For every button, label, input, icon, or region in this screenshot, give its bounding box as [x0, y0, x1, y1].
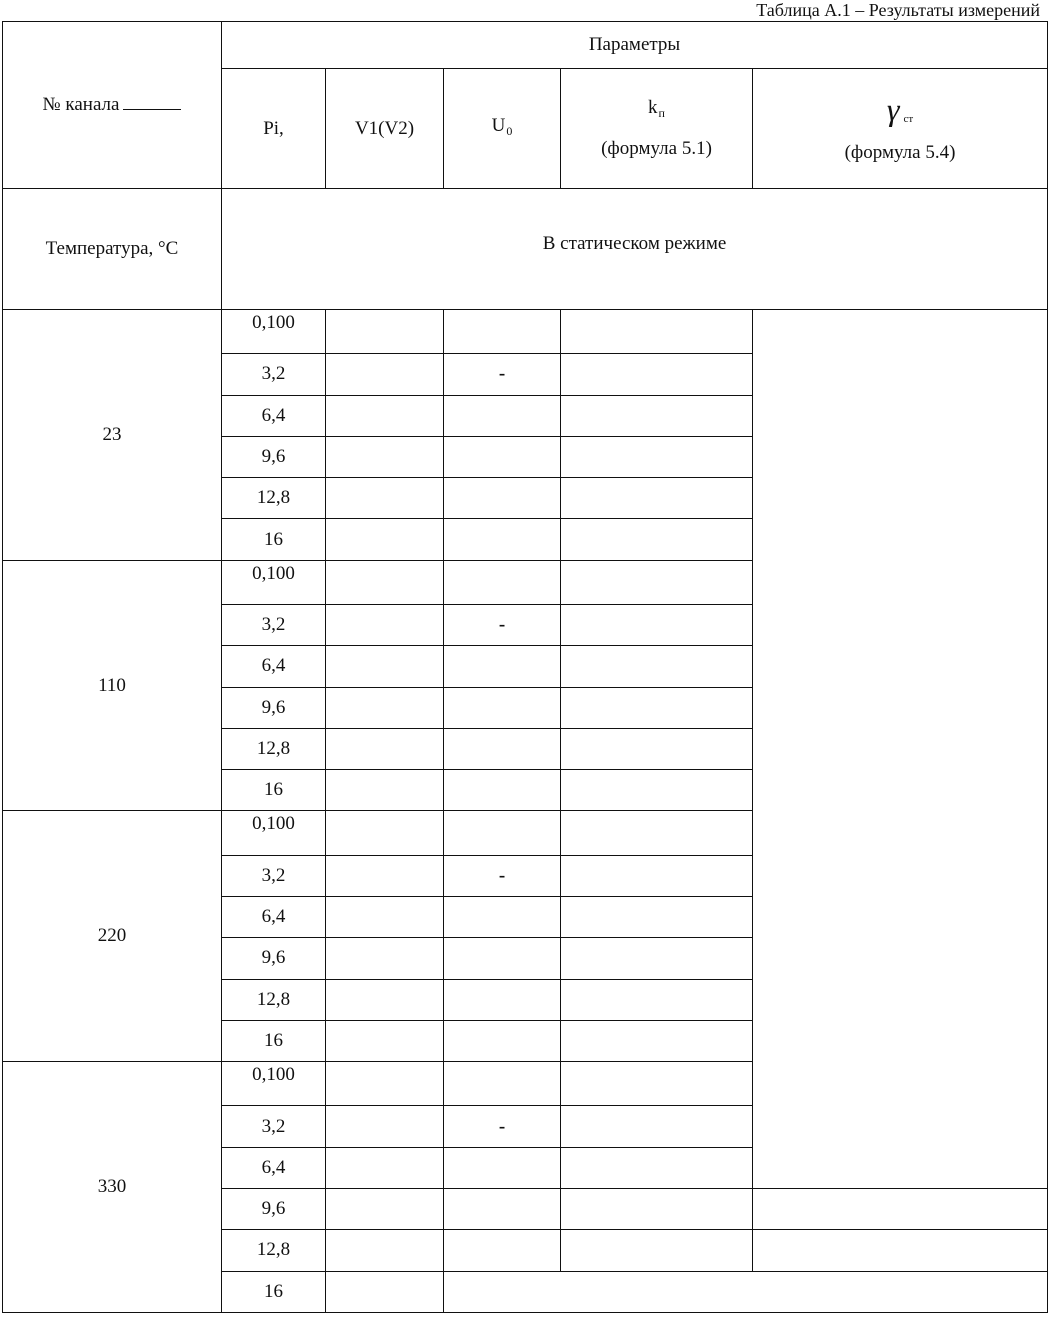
v-cell — [326, 979, 444, 1020]
pressure-cell: 12,8 — [222, 1230, 326, 1271]
header-kp-symbol: k — [648, 97, 658, 119]
kp-cell — [561, 1230, 753, 1271]
mode-header: В статическом режиме — [222, 189, 1048, 310]
kp-cell — [561, 1188, 753, 1229]
header-u0-symbol: U — [491, 115, 506, 137]
parameters-header: Параметры — [222, 22, 1048, 69]
v-cell — [326, 1188, 444, 1229]
kp-cell — [561, 1062, 753, 1106]
kp-cell — [561, 1106, 753, 1147]
kp-cell — [561, 728, 753, 769]
v-cell — [326, 855, 444, 896]
pressure-cell: 16 — [222, 1020, 326, 1061]
u0-cell — [444, 811, 561, 855]
v-cell — [326, 687, 444, 728]
gamma-merged-cell — [753, 309, 1048, 1188]
kp-cell — [561, 395, 753, 436]
table-caption: Таблица А.1 – Результаты измерений — [756, 0, 1040, 20]
temperature-cell: 220 — [3, 811, 222, 1062]
temperature-cell: 110 — [3, 560, 222, 811]
v-cell — [326, 811, 444, 855]
v-cell — [326, 1271, 444, 1312]
kp-cell — [561, 687, 753, 728]
header-v1v2: V1(V2) — [326, 69, 444, 189]
u0-cell — [444, 646, 561, 687]
u0-cell — [444, 395, 561, 436]
kp-cell — [561, 1020, 753, 1061]
measurement-table — [2, 21, 1048, 1313]
pressure-cell: 3,2 — [222, 354, 326, 395]
header-gamma-symbol: γ — [886, 90, 900, 127]
pressure-cell: 12,8 — [222, 979, 326, 1020]
pressure-cell: 3,2 — [222, 855, 326, 896]
pressure-cell: 0,100 — [222, 560, 326, 604]
header-pi: Pi, — [222, 69, 326, 189]
kp-cell — [561, 560, 753, 604]
v-cell — [326, 604, 444, 645]
v-cell — [326, 395, 444, 436]
pressure-cell: 9,6 — [222, 436, 326, 477]
v-cell — [326, 646, 444, 687]
pressure-cell: 3,2 — [222, 604, 326, 645]
pressure-cell: 6,4 — [222, 646, 326, 687]
v-cell — [326, 478, 444, 519]
header-gamma — [753, 69, 1048, 189]
merged-empty-cell — [444, 1271, 1048, 1312]
channel-number-label: № канала — [42, 94, 120, 116]
pressure-cell: 6,4 — [222, 896, 326, 937]
v-cell — [326, 560, 444, 604]
pressure-cell: 16 — [222, 1271, 326, 1312]
header-gamma-subscript: ст — [903, 112, 914, 125]
header-kp — [561, 69, 753, 189]
u0-cell — [444, 436, 561, 477]
v-cell — [326, 770, 444, 811]
temperature-cell: 23 — [3, 309, 222, 560]
kp-cell — [561, 519, 753, 560]
u0-cell — [444, 979, 561, 1020]
u0-dash: - — [444, 1106, 561, 1147]
u0-dash: - — [444, 354, 561, 395]
kp-cell — [561, 354, 753, 395]
channel-number-blank — [123, 95, 181, 110]
v-cell — [326, 896, 444, 937]
kp-cell — [561, 436, 753, 477]
kp-cell — [561, 979, 753, 1020]
kp-cell — [561, 770, 753, 811]
u0-cell — [444, 1062, 561, 1106]
v-cell — [326, 1106, 444, 1147]
gamma-cell — [753, 1188, 1048, 1229]
v-cell — [326, 1147, 444, 1188]
u0-cell — [444, 938, 561, 979]
kp-cell — [561, 896, 753, 937]
v-cell — [326, 436, 444, 477]
u0-cell — [444, 1188, 561, 1229]
pressure-cell: 12,8 — [222, 728, 326, 769]
pressure-cell: 12,8 — [222, 478, 326, 519]
kp-cell — [561, 1147, 753, 1188]
kp-cell — [561, 938, 753, 979]
kp-cell — [561, 855, 753, 896]
u0-cell — [444, 1020, 561, 1061]
temperature-cell: 330 — [3, 1062, 222, 1313]
pressure-cell: 0,100 — [222, 1062, 326, 1106]
header-kp-subscript: п — [658, 106, 665, 121]
gamma-cell — [753, 1230, 1048, 1271]
kp-cell — [561, 309, 753, 353]
u0-cell — [444, 1147, 561, 1188]
pressure-cell: 9,6 — [222, 687, 326, 728]
header-u0 — [444, 69, 561, 189]
v-cell — [326, 519, 444, 560]
u0-cell — [444, 560, 561, 604]
kp-cell — [561, 478, 753, 519]
header-kp-formula: (формула 5.1) — [601, 138, 712, 160]
pressure-cell: 9,6 — [222, 938, 326, 979]
pressure-cell: 16 — [222, 519, 326, 560]
u0-dash: - — [444, 604, 561, 645]
u0-cell — [444, 519, 561, 560]
u0-cell — [444, 687, 561, 728]
v-cell — [326, 354, 444, 395]
channel-number-cell — [3, 22, 222, 189]
header-gamma-formula: (формула 5.4) — [844, 141, 956, 163]
v-cell — [326, 1020, 444, 1061]
header-u0-subscript: 0 — [506, 124, 513, 139]
pressure-cell: 16 — [222, 770, 326, 811]
pressure-cell: 3,2 — [222, 1106, 326, 1147]
kp-cell — [561, 811, 753, 855]
kp-cell — [561, 646, 753, 687]
pressure-cell: 0,100 — [222, 309, 326, 353]
pressure-cell: 6,4 — [222, 395, 326, 436]
pressure-cell: 0,100 — [222, 811, 326, 855]
u0-cell — [444, 896, 561, 937]
u0-dash: - — [444, 855, 561, 896]
v-cell — [326, 728, 444, 769]
u0-cell — [444, 728, 561, 769]
u0-cell — [444, 309, 561, 353]
temperature-header: Температура, °С — [3, 189, 222, 310]
kp-cell — [561, 604, 753, 645]
v-cell — [326, 309, 444, 353]
v-cell — [326, 1062, 444, 1106]
pressure-cell: 6,4 — [222, 1147, 326, 1188]
u0-cell — [444, 478, 561, 519]
v-cell — [326, 938, 444, 979]
pressure-cell: 9,6 — [222, 1188, 326, 1229]
u0-cell — [444, 770, 561, 811]
u0-cell — [444, 1230, 561, 1271]
v-cell — [326, 1230, 444, 1271]
